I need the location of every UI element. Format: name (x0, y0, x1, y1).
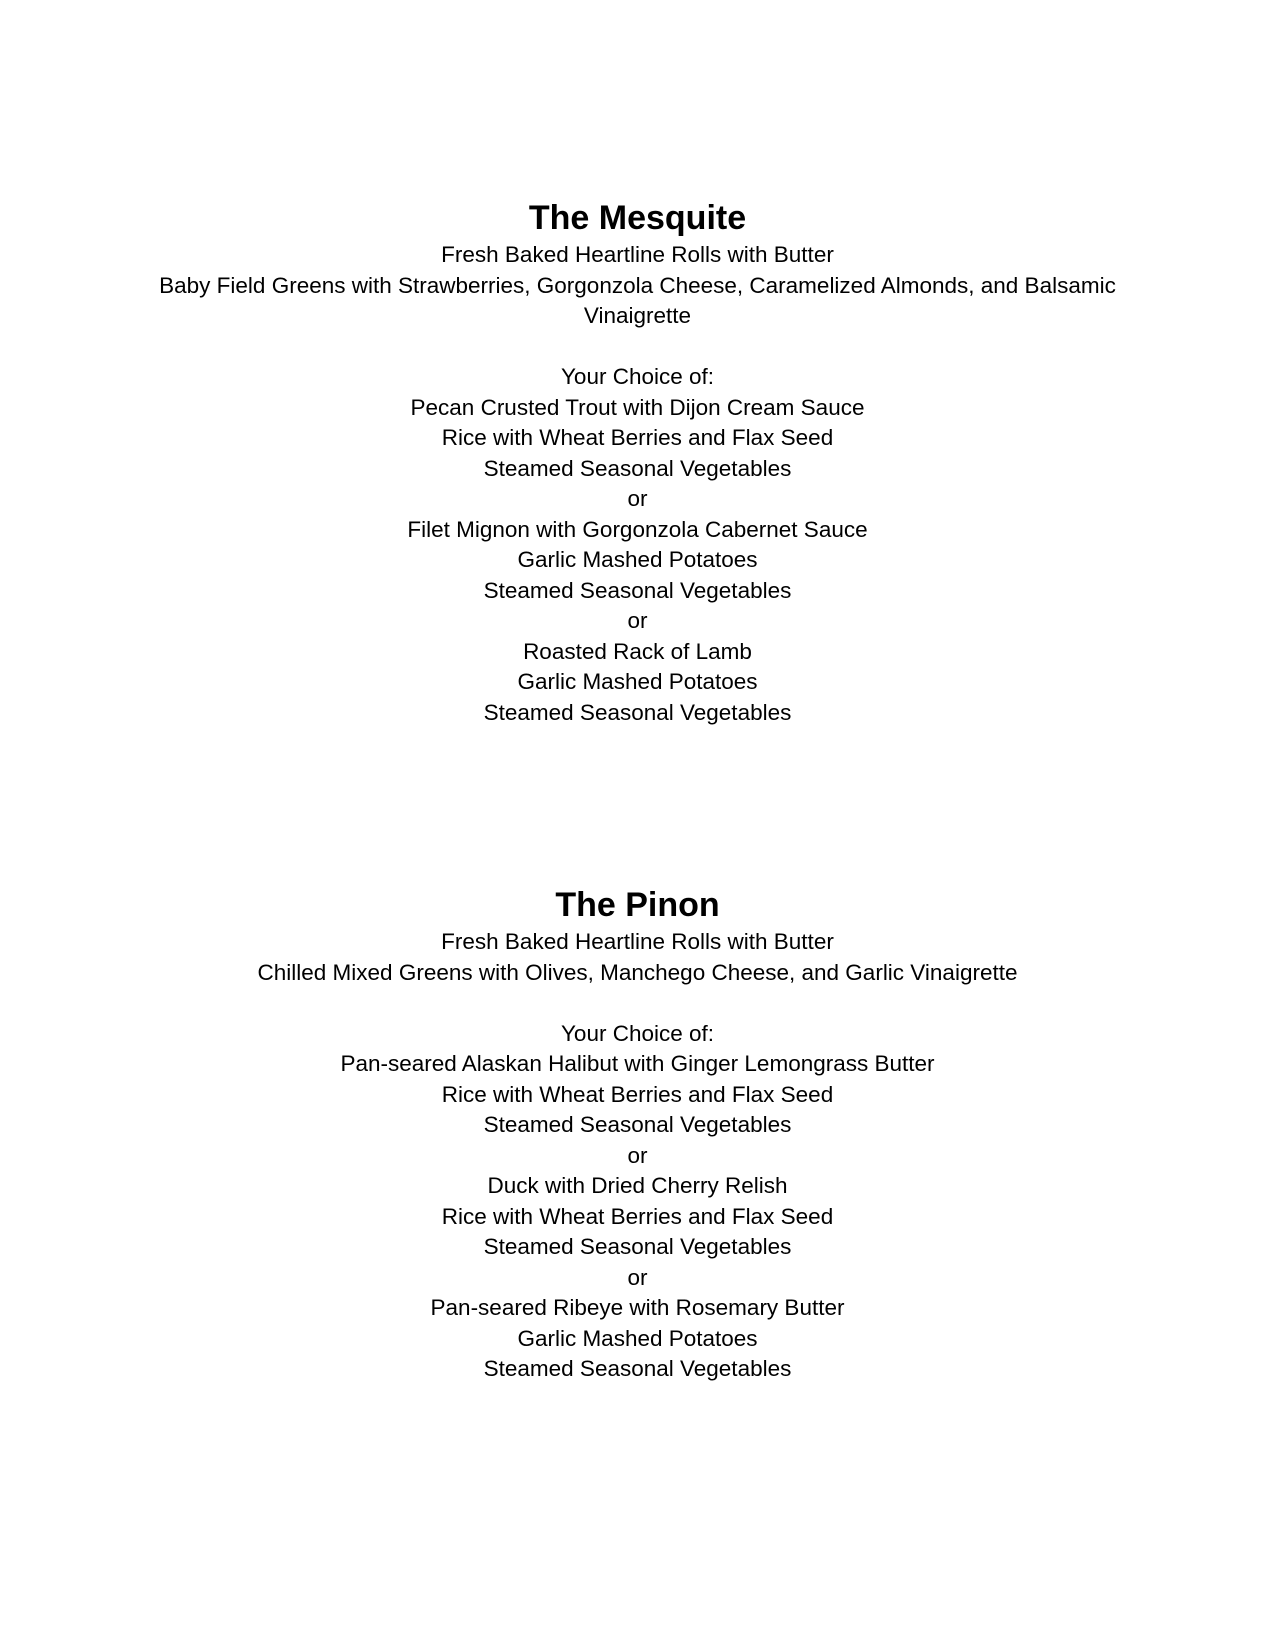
entree-side: Rice with Wheat Berries and Flax Seed (441, 1203, 834, 1229)
choice-label: Your Choice of: (560, 1020, 715, 1046)
salad-course: Chilled Mixed Greens with Olives, Manchego Cheese, and Garlic Vinaigrette (257, 959, 1018, 985)
entree-side: Steamed Seasonal Vegetables (483, 699, 792, 725)
menu-section-mesquite (0, 198, 1275, 728)
entree-side: Rice with Wheat Berries and Flax Seed (441, 1081, 834, 1107)
spacer (0, 332, 1275, 363)
entree-side: Steamed Seasonal Vegetables (483, 1234, 792, 1259)
spacer (0, 988, 1275, 1019)
entree-side: Garlic Mashed Potatoes (517, 669, 758, 694)
bread-course: Fresh Baked Heartline Rolls with Butter (441, 242, 834, 267)
menu-title: The Pinon (555, 886, 720, 924)
bread-course: Fresh Baked Heartline Rolls with Butter (441, 929, 834, 954)
or-separator: or (627, 608, 648, 633)
salad-course: Baby Field Greens with Strawberries, Gorgonzola Cheese, Caramelized Almonds, and Balsamic Vinaigrette (159, 272, 1116, 328)
entree-side: Steamed Seasonal Vegetables (483, 1112, 792, 1137)
entree-main: Roasted Rack of Lamb (523, 638, 752, 664)
entree-main: Pan-seared Ribeye with Rosemary Butter (430, 1295, 845, 1320)
or-separator: or (627, 1142, 648, 1168)
entree-main: Pecan Crusted Trout with Dijon Cream Sauce (410, 394, 865, 420)
entree-main: Pan-seared Alaskan Halibut with Ginger Lemongrass Butter (340, 1051, 935, 1076)
menu-title: The Mesquite (528, 199, 747, 237)
or-separator: or (627, 486, 648, 511)
entree-main: Filet Mignon with Gorgonzola Cabernet Sauce (407, 516, 868, 542)
menu-section-pinon (0, 885, 1275, 1385)
entree-side: Steamed Seasonal Vegetables (483, 1356, 792, 1381)
entree-side: Garlic Mashed Potatoes (517, 547, 758, 572)
or-separator: or (627, 1264, 648, 1290)
entree-side: Steamed Seasonal Vegetables (483, 577, 792, 603)
choice-label: Your Choice of: (560, 364, 715, 389)
entree-main: Duck with Dried Cherry Relish (487, 1173, 788, 1198)
entree-side: Steamed Seasonal Vegetables (483, 455, 792, 481)
entree-side: Garlic Mashed Potatoes (517, 1325, 758, 1351)
entree-side: Rice with Wheat Berries and Flax Seed (441, 425, 834, 450)
